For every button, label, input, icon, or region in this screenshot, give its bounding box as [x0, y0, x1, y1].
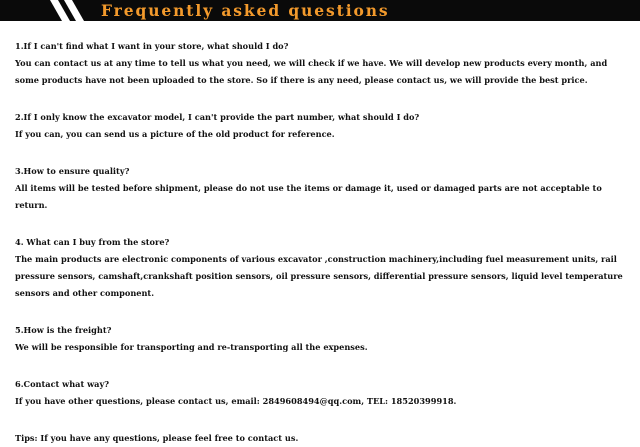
- faq-item: [15, 376, 633, 410]
- faq-list: [15, 38, 633, 447]
- faq-question: 3.How to ensure quality?: [15, 166, 130, 176]
- faq-item: [15, 163, 633, 214]
- faq-answer: We will be responsible for transporting and re-transporting all the expenses.: [15, 342, 368, 352]
- faq-answer: All items will be tested before shipment, please do not use the items or damage it, used or damaged parts are not acceptable to return.: [15, 183, 602, 210]
- page-title: Frequently asked questions: [101, 1, 390, 20]
- faq-header-bar: [0, 0, 640, 21]
- tip-text: Tips: If you have any questions, please feel free to contact us.: [15, 433, 299, 443]
- faq-answer: You can contact us at any time to tell us what you need, we will check if we have. We will develop new products every month, and some products have not been uploaded to the store. So if there is any need, please contact us, we will provide the best price.: [15, 58, 608, 85]
- faq-item: [15, 38, 633, 89]
- faq-answer: If you can, you can send us a picture of the old product for reference.: [15, 129, 335, 139]
- faq-item: [15, 322, 633, 356]
- faq-answer: If you have other questions, please contact us, email: 2849608494@qq.com, TEL: 18520399918.: [15, 396, 457, 406]
- faq-question: 6.Contact what way?: [15, 379, 110, 389]
- tip-block: [15, 430, 633, 447]
- faq-answer: The main products are electronic components of various excavator ,construction machinery,including fuel measurement units, rail pressure sensors, camshaft,crankshaft position sensors, oil pressure sensors, differential pressure sensors, liquid level temperature sensors and other component.: [15, 254, 623, 298]
- faq-item: [15, 234, 633, 302]
- faq-item: [15, 109, 633, 143]
- header-stripes-decoration: [0, 0, 100, 21]
- faq-question: 5.How is the freight?: [15, 325, 112, 335]
- faq-question: 1.If I can't find what I want in your store, what should I do?: [15, 41, 289, 51]
- faq-question: 2.If I only know the excavator model, I can't provide the part number, what should I do?: [15, 112, 420, 122]
- faq-question: 4. What can I buy from the store?: [15, 237, 170, 247]
